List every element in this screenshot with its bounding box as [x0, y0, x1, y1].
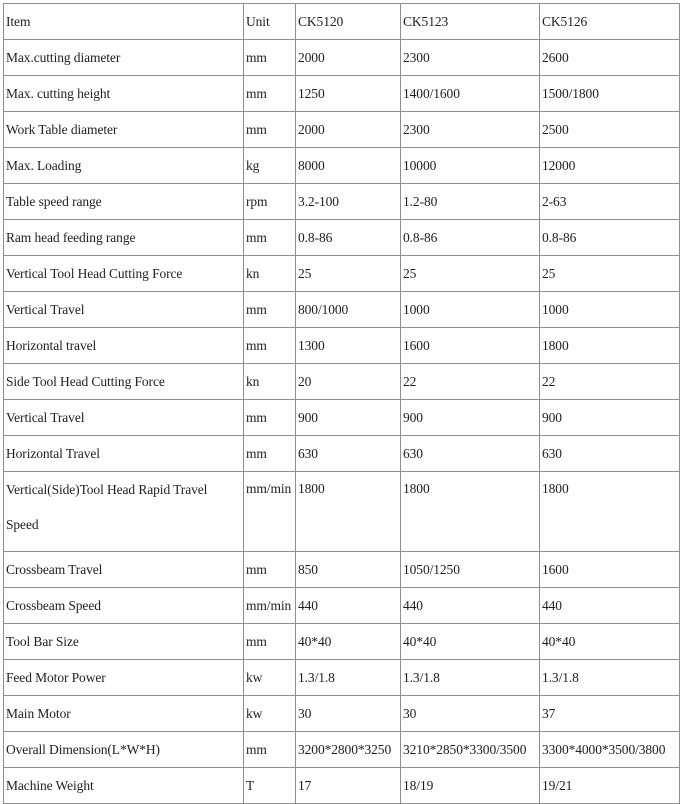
- item-cell: Vertical Travel: [4, 400, 244, 436]
- unit-cell: kw: [244, 696, 296, 732]
- table-row: [4, 148, 680, 184]
- table-row: [4, 256, 680, 292]
- ck5126-value: 630: [540, 436, 680, 472]
- ck5120-value: 3.2-100: [296, 184, 401, 220]
- ck5126-value: 900: [540, 400, 680, 436]
- ck5123-value: 900: [401, 400, 540, 436]
- ck5120-value: 800/1000: [296, 292, 401, 328]
- item-cell: Crossbeam Speed: [4, 588, 244, 624]
- ck5120-value: 0.8-86: [296, 220, 401, 256]
- ck5123-value: 10000: [401, 148, 540, 184]
- table-row: [4, 696, 680, 732]
- table-row: [4, 220, 680, 256]
- table-row: [4, 552, 680, 588]
- ck5123-value: 3210*2850*3300/3500: [401, 732, 540, 768]
- table-row: [4, 768, 680, 804]
- ck5126-value: 1800: [540, 328, 680, 364]
- ck5126-value: 40*40: [540, 624, 680, 660]
- ck5123-value: 1000: [401, 292, 540, 328]
- ck5126-value: 37: [540, 696, 680, 732]
- ck5120-value: 630: [296, 436, 401, 472]
- table-row: [4, 76, 680, 112]
- ck5123-value: 1600: [401, 328, 540, 364]
- item-cell: Crossbeam Travel: [4, 552, 244, 588]
- ck5120-value: 1.3/1.8: [296, 660, 401, 696]
- ck5126-value: 2600: [540, 40, 680, 76]
- ck5123-value: 2300: [401, 112, 540, 148]
- table-row: [4, 112, 680, 148]
- ck5126-value: 1800: [540, 472, 680, 552]
- unit-cell: mm: [244, 112, 296, 148]
- item-cell: Main Motor: [4, 696, 244, 732]
- ck5123-value: 1400/1600: [401, 76, 540, 112]
- ck5123-value: 1800: [401, 472, 540, 552]
- ck5123-value: 1.3/1.8: [401, 660, 540, 696]
- item-cell: Feed Motor Power: [4, 660, 244, 696]
- unit-cell: kn: [244, 256, 296, 292]
- table-row: [4, 436, 680, 472]
- ck5120-value: 1800: [296, 472, 401, 552]
- ck5123-value: 30: [401, 696, 540, 732]
- table-row: [4, 472, 680, 552]
- ck5123-value: 2300: [401, 40, 540, 76]
- unit-cell: mm/min: [244, 588, 296, 624]
- table-row: [4, 40, 680, 76]
- unit-cell: kn: [244, 364, 296, 400]
- item-cell: Tool Bar Size: [4, 624, 244, 660]
- unit-cell: mm: [244, 436, 296, 472]
- header-model-ck5126: CK5126: [540, 4, 680, 40]
- ck5120-value: 30: [296, 696, 401, 732]
- ck5120-value: 1300: [296, 328, 401, 364]
- item-cell: Horizontal Travel: [4, 436, 244, 472]
- ck5120-value: 17: [296, 768, 401, 804]
- ck5126-value: 22: [540, 364, 680, 400]
- item-cell: Ram head feeding range: [4, 220, 244, 256]
- ck5123-value: 22: [401, 364, 540, 400]
- ck5120-value: 900: [296, 400, 401, 436]
- ck5120-value: 40*40: [296, 624, 401, 660]
- ck5120-value: 1250: [296, 76, 401, 112]
- ck5126-value: 3300*4000*3500/3800: [540, 732, 680, 768]
- unit-cell: mm: [244, 552, 296, 588]
- unit-cell: mm: [244, 76, 296, 112]
- ck5126-value: 25: [540, 256, 680, 292]
- ck5123-value: 18/19: [401, 768, 540, 804]
- ck5126-value: 0.8-86: [540, 220, 680, 256]
- unit-cell: mm: [244, 400, 296, 436]
- ck5126-value: 1000: [540, 292, 680, 328]
- ck5126-value: 2500: [540, 112, 680, 148]
- item-cell: Horizontal travel: [4, 328, 244, 364]
- header-unit: Unit: [244, 4, 296, 40]
- unit-cell: mm/min: [244, 472, 296, 552]
- ck5120-value: 8000: [296, 148, 401, 184]
- unit-cell: kw: [244, 660, 296, 696]
- unit-cell: mm: [244, 624, 296, 660]
- spec-table-body: [4, 4, 680, 804]
- ck5120-value: 440: [296, 588, 401, 624]
- unit-cell: mm: [244, 220, 296, 256]
- table-row: [4, 184, 680, 220]
- item-cell: Vertical(Side)Tool Head Rapid Travel Speed: [4, 472, 244, 552]
- ck5123-value: 630: [401, 436, 540, 472]
- item-cell: Work Table diameter: [4, 112, 244, 148]
- ck5120-value: 3200*2800*3250: [296, 732, 401, 768]
- ck5126-value: 19/21: [540, 768, 680, 804]
- ck5120-value: 2000: [296, 112, 401, 148]
- ck5126-value: 440: [540, 588, 680, 624]
- header-model-ck5120: CK5120: [296, 4, 401, 40]
- table-row: [4, 364, 680, 400]
- unit-cell: T: [244, 768, 296, 804]
- item-cell: Side Tool Head Cutting Force: [4, 364, 244, 400]
- item-cell: Vertical Tool Head Cutting Force: [4, 256, 244, 292]
- item-cell: Max.cutting diameter: [4, 40, 244, 76]
- header-model-ck5123: CK5123: [401, 4, 540, 40]
- item-cell: Max. cutting height: [4, 76, 244, 112]
- ck5126-value: 12000: [540, 148, 680, 184]
- ck5123-value: 1050/1250: [401, 552, 540, 588]
- header-item: Item: [4, 4, 244, 40]
- ck5120-value: 25: [296, 256, 401, 292]
- ck5126-value: 1600: [540, 552, 680, 588]
- unit-cell: mm: [244, 40, 296, 76]
- ck5126-value: 1500/1800: [540, 76, 680, 112]
- item-cell: Vertical Travel: [4, 292, 244, 328]
- table-row: [4, 732, 680, 768]
- unit-cell: mm: [244, 328, 296, 364]
- table-header-row: [4, 4, 680, 40]
- ck5123-value: 0.8-86: [401, 220, 540, 256]
- ck5120-value: 2000: [296, 40, 401, 76]
- ck5123-value: 25: [401, 256, 540, 292]
- item-cell: Overall Dimension(L*W*H): [4, 732, 244, 768]
- item-cell: Machine Weight: [4, 768, 244, 804]
- unit-cell: kg: [244, 148, 296, 184]
- ck5123-value: 1.2-80: [401, 184, 540, 220]
- table-row: [4, 660, 680, 696]
- item-cell: Max. Loading: [4, 148, 244, 184]
- table-row: [4, 588, 680, 624]
- unit-cell: mm: [244, 292, 296, 328]
- table-row: [4, 624, 680, 660]
- table-row: [4, 328, 680, 364]
- ck5123-value: 440: [401, 588, 540, 624]
- unit-cell: rpm: [244, 184, 296, 220]
- unit-cell: mm: [244, 732, 296, 768]
- spec-table: [3, 3, 680, 804]
- table-row: [4, 292, 680, 328]
- ck5123-value: 40*40: [401, 624, 540, 660]
- ck5126-value: 1.3/1.8: [540, 660, 680, 696]
- ck5120-value: 850: [296, 552, 401, 588]
- ck5120-value: 20: [296, 364, 401, 400]
- ck5126-value: 2-63: [540, 184, 680, 220]
- table-row: [4, 400, 680, 436]
- item-cell: Table speed range: [4, 184, 244, 220]
